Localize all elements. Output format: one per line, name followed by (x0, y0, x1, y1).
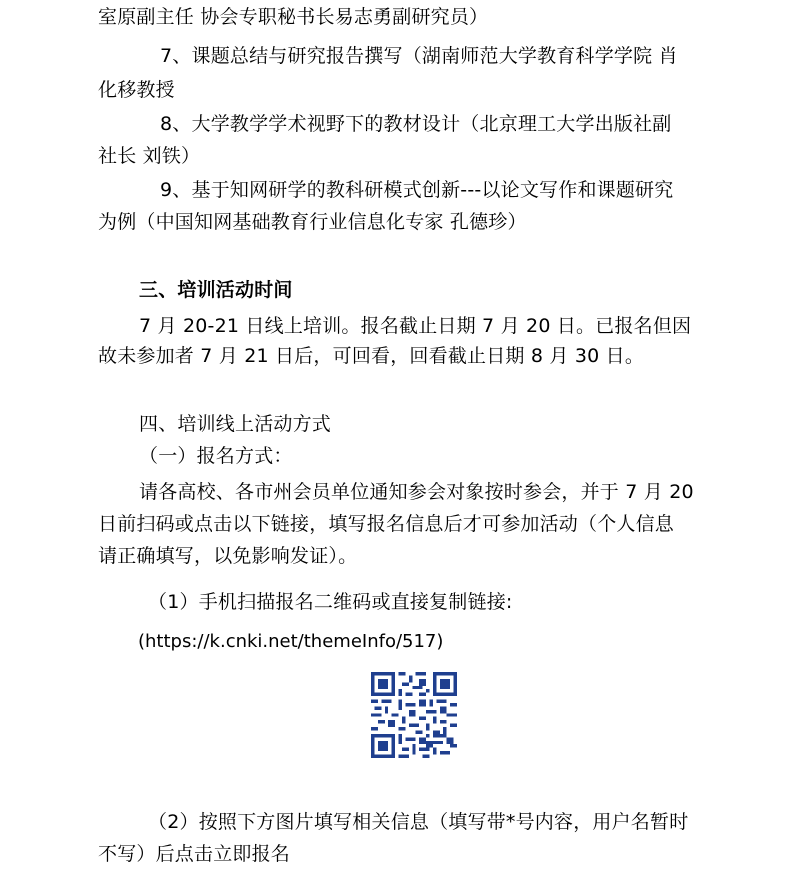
text-line: 化移教授 (98, 79, 175, 101)
step-text: （1）手机扫描报名二维码或直接复制链接: (148, 591, 513, 613)
text-line: 8、大学教学学术视野下的教材设计（北京理工大学出版社副 (160, 113, 672, 135)
text-line: 日前扫码或点击以下链接，填写报名信息后才可参加活动（个人信息 (98, 513, 675, 535)
subheading: （一）报名方式： (139, 445, 293, 467)
step-text: 不写）后点击立即报名 (98, 843, 291, 865)
text-line: 7、课题总结与研究报告撰写（湖南师范大学教育科学学院 肖 (160, 45, 678, 67)
section-heading: 四、培训线上活动方式 (139, 413, 332, 435)
registration-link[interactable]: (https://k.cnki.net/themeInfo/517) (138, 631, 444, 652)
text-line: 请各高校、各市州会员单位通知参会对象按时参会，并于 7 月 20 (139, 481, 694, 503)
qr-code-icon (371, 672, 457, 758)
text-line: 室原副主任 协会专职秘书长易志勇副研究员） (98, 6, 489, 28)
text-line: 社长 刘铁） (98, 145, 201, 167)
section-heading: 三、培训活动时间 (139, 279, 293, 301)
text-line: 9、基于知网研学的教科研模式创新---以论文写作和课题研究 (160, 179, 674, 201)
text-line: 请正确填写，以免影响发证）。 (98, 545, 358, 567)
text-line: 7 月 20-21 日线上培训。报名截止日期 7 月 20 日。已报名但因 (139, 315, 692, 337)
text-line: 为例（中国知网基础教育行业信息化专家 孔德珍） (98, 211, 527, 233)
text-line: 故未参加者 7 月 21 日后，可回看，回看截止日期 8 月 30 日。 (98, 345, 645, 367)
step-text: （2）按照下方图片填写相关信息（填写带*号内容，用户名暂时 (148, 811, 689, 833)
